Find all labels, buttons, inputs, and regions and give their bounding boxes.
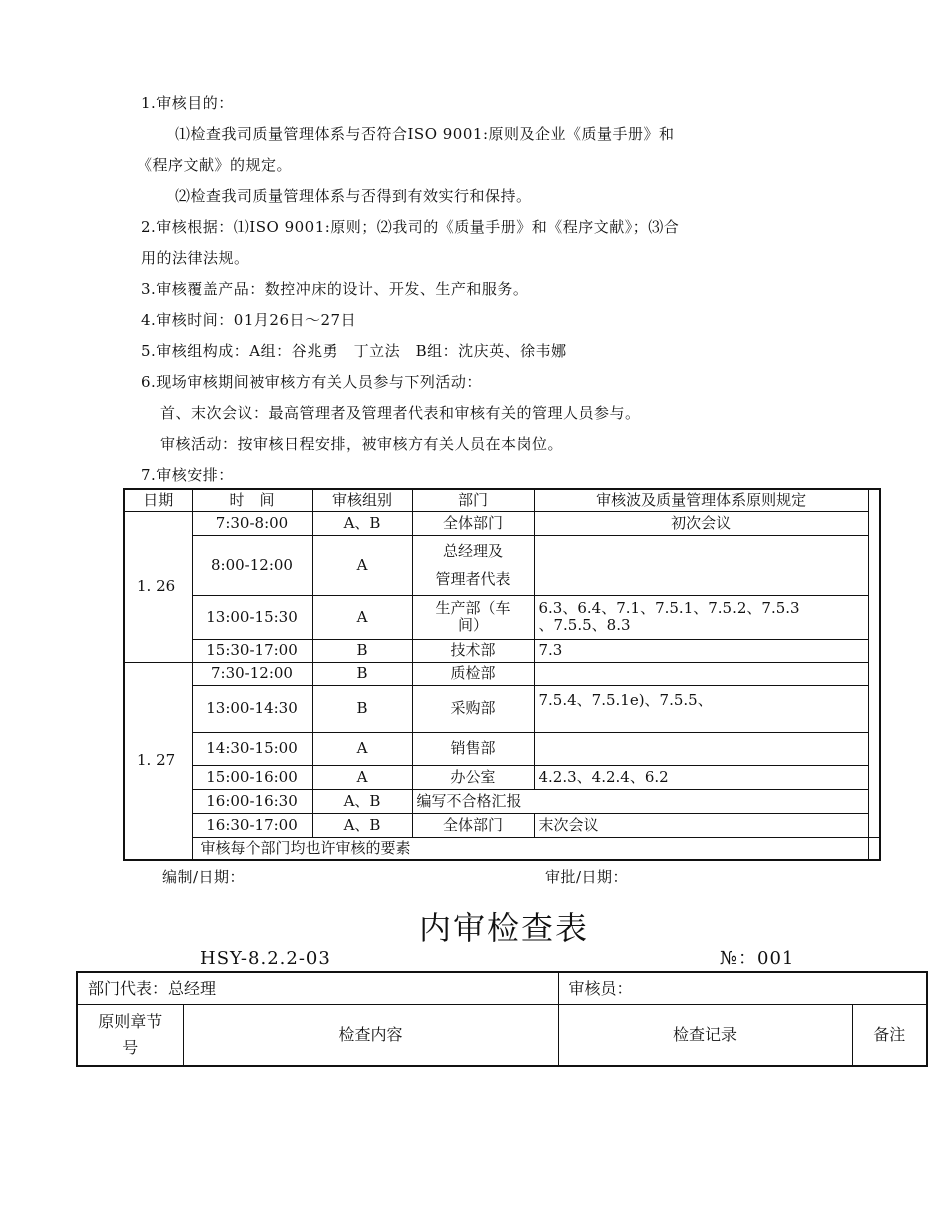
dept-cell — [412, 595, 534, 639]
table-footer-row — [124, 837, 880, 860]
table-row — [124, 535, 880, 595]
text-line: 《程序文献》的规定。 — [137, 156, 293, 174]
group-cell: A — [312, 595, 412, 639]
dept-line: 间） — [457, 616, 488, 634]
clauses-line: 6.3、6.4、7.1、7.5.1、7.5.2、7.5.3 — [538, 599, 800, 617]
dept-cell: 技术部 — [412, 639, 534, 662]
time-cell: 15:30-17:00 — [192, 639, 312, 662]
header-time: 时 间 — [192, 489, 312, 511]
time-cell: 13:00-15:30 — [192, 595, 312, 639]
clauses-cell — [534, 595, 868, 639]
clauses-cell — [534, 662, 868, 685]
time-cell: 13:00-14:30 — [192, 685, 312, 732]
header-dept: 部门 — [412, 489, 534, 511]
group-cell: B — [312, 639, 412, 662]
table-row — [124, 732, 880, 765]
group-cell: A、B — [312, 813, 412, 837]
group-cell: A — [312, 732, 412, 765]
header-content: 检查内容 — [183, 1004, 558, 1066]
dept-cell: 办公室 — [412, 765, 534, 789]
time-cell: 14:30-15:00 — [192, 732, 312, 765]
footer-note: 审核每个部门均也许审核的要素 — [192, 837, 868, 860]
header-clause-line: 号 — [122, 1037, 139, 1057]
header-note: 备注 — [852, 1004, 927, 1066]
text-line: 4.审核时间：01月26日～27日 — [141, 311, 357, 329]
header-clauses: 审核波及质量管理体系原则规定 — [534, 489, 868, 511]
auditor-cell: 审核员： — [558, 972, 927, 1004]
table-row — [124, 813, 880, 837]
dept-cell: 全体部门 — [412, 813, 534, 837]
table-header-row — [77, 1004, 927, 1066]
dept-line: 管理者代表 — [435, 570, 511, 588]
text-line: 1.审核目的： — [141, 94, 234, 112]
group-cell: A — [312, 765, 412, 789]
table-row — [124, 685, 880, 732]
text-line: 5.审核组构成：A组：谷兆勇 丁立法 B组：沈庆英、徐韦娜 — [141, 342, 567, 360]
header-clause-line: 原则章节 — [98, 1011, 163, 1031]
text-line: 6.现场审核期间被审核方有关人员参与下列活动： — [141, 373, 482, 391]
time-cell: 7:30-8:00 — [192, 511, 312, 535]
text-line: ⑵检查我司质量管理体系与否得到有效实行和保持。 — [175, 187, 532, 205]
group-cell: B — [312, 685, 412, 732]
time-cell: 16:00-16:30 — [192, 789, 312, 813]
time-cell: 16:30-17:00 — [192, 813, 312, 837]
text-line: 3.审核覆盖产品：数控冲床的设计、开发、生产和服务。 — [141, 280, 529, 298]
clauses-line: 、7.5.5、8.3 — [538, 616, 631, 634]
table-row — [124, 662, 880, 685]
clauses-cell — [534, 535, 868, 595]
text-line: 用的法律法规。 — [141, 249, 250, 267]
header-clause-no — [77, 1004, 183, 1066]
text-line: 首、末次会议：最高管理者及管理者代表和审核有关的管理人员参与。 — [160, 404, 641, 422]
text-line: ⑴检查我司质量管理体系与否符合ISO 9001:原则及企业《质量手册》和 — [175, 125, 675, 143]
dept-cell: 质检部 — [412, 662, 534, 685]
clauses-cell — [534, 732, 868, 765]
document-number: №：001 — [720, 948, 795, 969]
dept-line: 总经理及 — [442, 542, 503, 560]
clauses-cell: 7.3 — [534, 639, 868, 662]
time-cell: 8:00-12:00 — [192, 535, 312, 595]
text-line: 审核活动：按审核日程安排，被审核方有关人员在本岗位。 — [160, 435, 564, 453]
group-cell: B — [312, 662, 412, 685]
document-code: HSY-8.2.2-03 — [200, 948, 331, 969]
dept-rep-cell: 部门代表：总经理 — [77, 972, 558, 1004]
table-row — [124, 595, 880, 639]
table-row — [124, 789, 880, 813]
clauses-cell: 7.5.4、7.5.1e)、7.5.5、 — [534, 685, 868, 732]
merged-activity-cell: 编写不合格汇报 — [412, 789, 868, 813]
group-cell: A — [312, 535, 412, 595]
dept-line: 生产部（车 — [435, 599, 511, 617]
group-cell: A、B — [312, 789, 412, 813]
header-date: 日期 — [124, 489, 192, 511]
approved-by-label: 审批/日期： — [545, 868, 629, 886]
header-record: 检查记录 — [558, 1004, 852, 1066]
text-line: 7.审核安排： — [141, 466, 234, 484]
date-cell: 1. 26 — [124, 511, 192, 662]
group-cell: A、B — [312, 511, 412, 535]
table-row — [124, 639, 880, 662]
footer-empty-cell — [868, 837, 880, 860]
time-cell: 15:00-16:00 — [192, 765, 312, 789]
checklist-title: 内审检查表 — [418, 909, 589, 947]
dept-cell: 采购部 — [412, 685, 534, 732]
dept-cell: 销售部 — [412, 732, 534, 765]
prepared-by-label: 编制/日期： — [162, 868, 246, 886]
clauses-cell: 初次会议 — [534, 511, 868, 535]
clauses-cell: 4.2.3、4.2.4、6.2 — [534, 765, 868, 789]
table-header-row — [124, 489, 880, 511]
date-cell: 1. 27 — [124, 662, 192, 860]
table-row — [124, 765, 880, 789]
text-line: 2.审核根据：⑴ISO 9001:原则；⑵我司的《质量手册》和《程序文献》；⑶合 — [141, 218, 680, 236]
table-row — [77, 972, 927, 1004]
dept-cell: 全体部门 — [412, 511, 534, 535]
header-group: 审核组别 — [312, 489, 412, 511]
time-cell: 7:30-12:00 — [192, 662, 312, 685]
table-row — [124, 511, 880, 535]
checklist-table — [76, 971, 928, 1067]
clauses-cell: 末次会议 — [534, 813, 868, 837]
audit-schedule-table — [123, 488, 881, 861]
dept-cell — [412, 535, 534, 595]
